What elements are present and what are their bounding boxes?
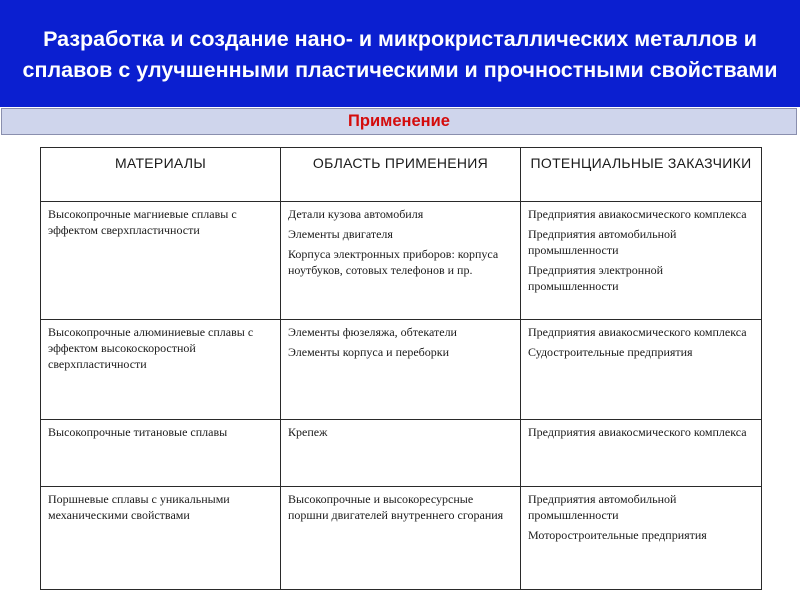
material-cell — [41, 320, 281, 420]
table-header-row — [41, 148, 762, 202]
table-row — [41, 420, 762, 487]
material-cell — [41, 202, 281, 320]
applications-table — [40, 147, 762, 590]
customer-item: Моторостроительные предприятия — [528, 528, 707, 542]
area-cell — [281, 420, 521, 487]
subtitle-bar — [1, 108, 797, 135]
slide-title: Разработка и создание нано- и микрокристаллических металлов и сплавов с улучшенными пластическими и прочностными свойствами — [22, 26, 778, 82]
material-text: Высокопрочные титановые сплавы — [48, 425, 228, 439]
area-item: Корпуса электронных приборов: корпуса ноутбуков, сотовых телефонов и пр. — [288, 247, 499, 277]
customer-item: Предприятия автомобильной промышленности — [528, 492, 677, 522]
customer-item: Предприятия авиакосмического комплекса — [528, 425, 747, 439]
material-text: Высокопрочные алюминиевые сплавы с эффектом высокоскоростной сверхпластичности — [48, 325, 254, 371]
table-row — [41, 487, 762, 590]
area-item: Элементы двигателя — [288, 227, 393, 241]
area-item: Элементы фюзеляжа, обтекатели — [288, 325, 457, 339]
customer-cell — [521, 202, 762, 320]
area-item: Элементы корпуса и переборки — [288, 345, 450, 359]
title-bar — [0, 0, 800, 107]
customer-item: Предприятия электронной промышленности — [528, 263, 664, 293]
material-text: Высокопрочные магниевые сплавы с эффектом сверхпластичности — [48, 207, 237, 237]
material-text: Поршневые сплавы с уникальными механическими свойствами — [48, 492, 230, 522]
table-row — [41, 202, 762, 320]
material-cell — [41, 487, 281, 590]
header-materials: МАТЕРИАЛЫ — [41, 148, 281, 202]
customer-cell — [521, 487, 762, 590]
customer-cell — [521, 420, 762, 487]
header-potential-customers: ПОТЕНЦИАЛЬНЫЕ ЗАКАЗЧИКИ — [521, 148, 762, 202]
slide-subtitle: Применение — [348, 112, 450, 130]
customer-item: Предприятия автомобильной промышленности — [528, 227, 677, 257]
customer-item: Предприятия авиакосмического комплекса — [528, 207, 747, 221]
table-row — [41, 320, 762, 420]
material-cell — [41, 420, 281, 487]
customer-item: Судостроительные предприятия — [528, 345, 693, 359]
area-cell — [281, 202, 521, 320]
customer-cell — [521, 320, 762, 420]
area-cell — [281, 320, 521, 420]
area-cell — [281, 487, 521, 590]
area-item: Детали кузова автомобиля — [288, 207, 424, 221]
area-item: Крепеж — [288, 425, 328, 439]
area-item: Высокопрочные и высокоресурсные поршни двигателей внутреннего сгорания — [288, 492, 504, 522]
header-application-area: ОБЛАСТЬ ПРИМЕНЕНИЯ — [281, 148, 521, 202]
customer-item: Предприятия авиакосмического комплекса — [528, 325, 747, 339]
